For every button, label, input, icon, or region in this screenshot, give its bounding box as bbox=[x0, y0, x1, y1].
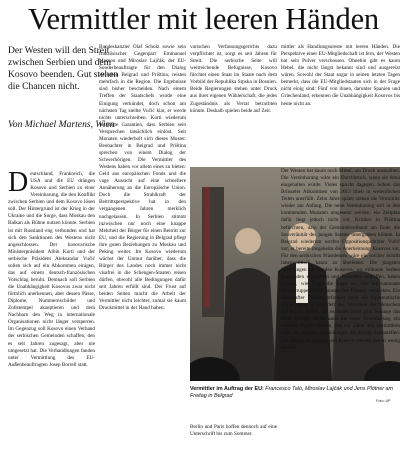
lead-text: Der Westen will den Streit zwischen Serbien und dem Kosovo beenden. Gut stehen die Chancen nicht. bbox=[8, 45, 119, 92]
column-2-text: Bundeskanzler Olaf Scholz sowie sein französischer Gegenpart Emmanuel Macron und Miroslav Lajčák, der EU-Sonderbeauftragte für den Dialog zwischen Belgrad und Priština, reisten mehrfach in die Region. Die Ergebnisse sind bisher bescheiden. Nach einem Treffen der Staatschefs wurde eine Einigung verkündet, doch schon am nächsten Tag stellte Vučić klar, er werde nichts unterschreiben. Kurti wiederum verlangte Garantien, dass Serbien sein Versprechen tatsächlich einlöst. Seit Monaten wiederholt sich dieses Muster. Beobachter in Belgrad und Priština sprechen von einem Dialog der Schwerhörigen. Die Vermittler des Westens haben vor allem eines zu bieten: Geld aus europäischen Fonds und die vage Aussicht auf eine schnellere Annäherung an die Europäische Union. Doch die Strahlkraft der Beitrittsperspektive hat in den vergangenen Jahren merklich nachgelassen. In Serbien stimmt inzwischen nur noch eine knappe Mehrheit der Bürger für einen Beitritt zur EU, und die Regierung in Belgrad pflegt ihre guten Beziehungen zu Moskau und Peking weiter. Im Kosovo wiederum wächst der Unmut darüber, dass die Bürger des Landes noch immer nicht visafrei in die Schengen-Staaten reisen dürfen, obwohl alle Bedingungen dafür seit Jahren erfüllt sind. Der Frust auf beiden Seiten macht die Arbeit der Vermittler nicht leichter, zumal sie kaum Druckmittel in der Hand haben. bbox=[99, 44, 186, 312]
article-column-3-continued bbox=[190, 424, 277, 438]
column-3b-text: Berlin und Paris hoffen dennoch auf eine Unterschrift bis zum Sommer. bbox=[190, 424, 277, 438]
byline: Von Michael Martens, Wien bbox=[8, 119, 115, 130]
caption-text: Francesco Talò, Miroslav Lajčák und Jens Plötner am Freitag in Belgrad bbox=[190, 386, 394, 399]
photo-credit: Foto: AP bbox=[376, 399, 391, 403]
caption-lead: Vermittler im Auftrag der EU: bbox=[190, 386, 264, 392]
column-4-text: mittler als Handlungsoreste mit leeren Händen. Die Perspektive einer EU-Mitgliedschaft ist fern, der Westen hat sein Pulver verschossen. Ohnehin gibt es kaum Hebel, die nicht längst bekannt sind und ausgereizt wären. Sowohl der Staat sogar in seinen letzten Tagen bemerkt, dass die EU-Mitgliedstaaten sich in der Frage nicht einig sind: Fünf von ihnen, darunter Spanien und Griechenland, erkennen die Unabhängigkeit Kosovos bis heute nicht an. bbox=[281, 44, 400, 107]
dropcap: D bbox=[8, 171, 29, 198]
article-column-4 bbox=[281, 44, 400, 162]
headline: Vermittler mit leeren Händen bbox=[28, 2, 379, 36]
column-4b-text: Der Westen hat kaum noch Mittel, um Druck auszuüben. Die Vereinbarung wäre ein Durchbruch, wenn sie denn eingehalten würde. Vieles spricht dagegen. Schon das Brüsseler Abkommen von 2013 blieb in wesentlichen Teilen unerfüllt. Zehn Jahre später stehen die Vermittler wieder am Anfang. Die neue Vereinbarung soll in den kommenden Monaten umgesetzt werden; ein Zeitplan dafür liegt jedoch nicht vor. Kritiker in Priština befürchten, dass der Gemeindeverband am Ende die Souveränität des jungen Staates untergraben könnte. In Belgrad wiederum werfen Oppositionspolitiker Vučić vor, er bereite insgeheim die Anerkennung Kosovos vor. Für den serbischen Präsidenten wäre ein solcher Schritt innenpolitisch kaum zu überleben. Die jüngsten Spannungen im Norden Kosovos, wo militante Serben Barrikaden errichteten und Polizisten angriffen, haben gezeigt, wie fragil die Lage ist. Die internationale Schutztruppe KFOR musste ihre Präsenz verstärken. Ein dauerhafter Frieden erfordert mehr als diplomatische Erklärungen; er erfordert das Vertrauen der Menschen auf beiden Seiten, das es bisher nicht gibt. Solange das nicht gelingt, dürfte auch die neue Vereinbarung ein weiteres Papier bleiben, das vor allem den Vermittlern hilft, die eigenen Bemühungen als Erfolg darzustellen. Die Bürger in Serbien und Kosovo werden davon wenig merken. bbox=[281, 168, 400, 351]
article-column-3 bbox=[190, 44, 277, 162]
article-column-1 bbox=[8, 171, 95, 465]
article-column-4-continued bbox=[281, 168, 400, 465]
column-1-text: eutschland, Frankreich, die USA und die EU drängen Kosovo und Serbien zu einer Vereinbarung, die den Konflikt zwischen Serbien und dem Kosovo lösen soll. Der Hintergrund ist der Krieg in der Ukraine und die Sorge, dass Moskau den Balkan als Bühne nutzen könnte. Serbien ist mit Russland eng verbunden und hat sich den Sanktionen des Westens nicht angeschlossen. Der kosovarische Ministerpräsident Albin Kurti und der serbische Präsident Aleksandar Vučić sollen sich auf ein Abkommen einigen, das auf einem deutsch-französischen Vorschlag beruht. Demnach soll Serbien die Unabhängigkeit Kosovos zwar nicht förmlich anerkennen, aber dessen Pässe, Diplome, Nummernschilder und Zollstempel akzeptieren und dem Nachbarn den Weg in internationale Organisationen nicht länger versperren. Im Gegenzug soll Kosovo einen Verband der serbischen Gemeinden schaffen, den es seit Jahren zugesagt, aber nie umgesetzt hat. Die Verhandlungen fanden unter Vermittlung des EU-Außenbeauftragten Josep Borrell statt. bbox=[8, 171, 95, 368]
column-3-text: varischen Verfassungsgerichts dazu verpflichtet ist, sorgt es seit Jahren für Streit. Die serbische Seite will weitreichende Befugnisse, Kosovo fürchtet einen Staat im Staate nach dem Vorbild der Republika Srpska in Bosnien. Beide Regierungen stehen unter Druck aus ihrer eigenen Wählerschaft, die jedes Zugeständnis als Verrat betrachten könnte. Deshalb spielen beide auf Zeit. bbox=[190, 44, 277, 114]
article-column-2 bbox=[99, 44, 186, 465]
